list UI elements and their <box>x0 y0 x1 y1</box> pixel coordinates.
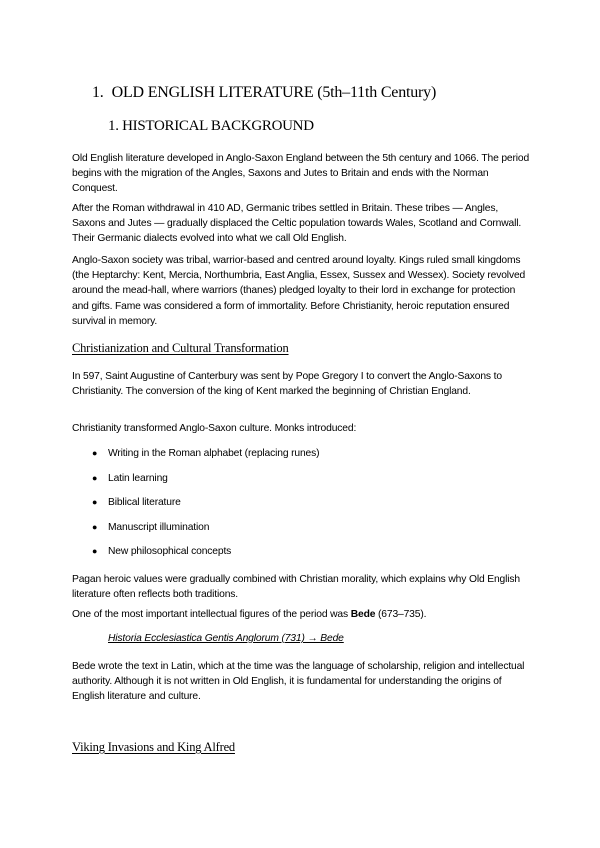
paragraph-roman-withdrawal: After the Roman withdrawal in 410 AD, Germanic tribes settled in Britain. These tribes — Angles, Saxons and Jutes — gradually displaced the Celtic population towards Wales, Scotland and Cornwall. Their Germanic dialects evolved into what we call Old English. <box>72 203 522 245</box>
paragraph-society: Anglo-Saxon society was tribal, warrior-based and centred around loyalty. Kings ruled small kingdoms (the Heptarchy: Kent, Mercia, Northumbria, East Anglia, Essex, Sussex and Wessex). Society revolved around the mead-hall, where warriors (thanes) pledged loyalty to their lord in exchange for protection and gifts. Fame was considered a form of immortality. Before Christianity, heroic reputation ensured survival in memory. <box>72 255 526 327</box>
paragraph-intro: Old English literature developed in Anglo-Saxon England between the 5th century and 1066. The period begins with the migration of the Angles, Saxons and Jutes to Britain and ends with the Norman Conquest. <box>72 153 530 195</box>
bullet-list <box>72 446 492 569</box>
list-item: ● Latin learning <box>92 472 168 484</box>
section-heading: 1. HISTORICAL BACKGROUND <box>108 118 314 134</box>
chapter-heading <box>92 84 436 102</box>
citation-link[interactable]: Historia Ecclesiastica Gentis Anglorum (731) → Bede <box>108 633 344 644</box>
list-item: ● Biblical literature <box>92 497 181 509</box>
list-item: ● Manuscript illumination <box>92 521 210 533</box>
chapter-title: OLD ENGLISH LITERATURE (5th–11th Century) <box>111 84 437 101</box>
bullet-icon: ● <box>92 521 98 532</box>
paragraph-bede: One of the most important intellectual figures of the period was Bede (673–735). <box>72 609 427 620</box>
bullet-icon: ● <box>92 472 98 483</box>
subheading-christianization: Christianization and Cultural Transformation <box>72 341 289 355</box>
paragraph-pagan-values: Pagan heroic values were gradually combined with Christian morality, which explains why Old English literature often reflects both traditions. <box>72 574 520 601</box>
bullet-icon: ● <box>92 497 98 508</box>
list-item: ● New philosophical concepts <box>92 546 232 558</box>
bede-name: Bede <box>350 609 376 620</box>
bullet-icon: ● <box>92 448 98 458</box>
list-item: ● Writing in the Roman alphabet (replacing runes) <box>92 448 320 459</box>
paragraph-bede-latin: Bede wrote the text in Latin, which at the time was the language of scholarship, religion and intellectual authority. Although it is not written in Old English, it is fundamental for understanding the origins of English literature and culture. <box>72 661 525 703</box>
paragraph-monks: Christianity transformed Anglo-Saxon culture. Monks introduced: <box>72 423 357 434</box>
paragraph-augustine: In 597, Saint Augustine of Canterbury was sent by Pope Gregory I to convert the Anglo-Saxons to Christianity. The conversion of the king of Kent marked the beginning of Christian England. <box>72 371 502 398</box>
chapter-number: 1. <box>92 84 104 101</box>
bullet-icon: ● <box>92 546 98 557</box>
subheading-viking: Viking Invasions and King Alfred <box>72 740 235 754</box>
